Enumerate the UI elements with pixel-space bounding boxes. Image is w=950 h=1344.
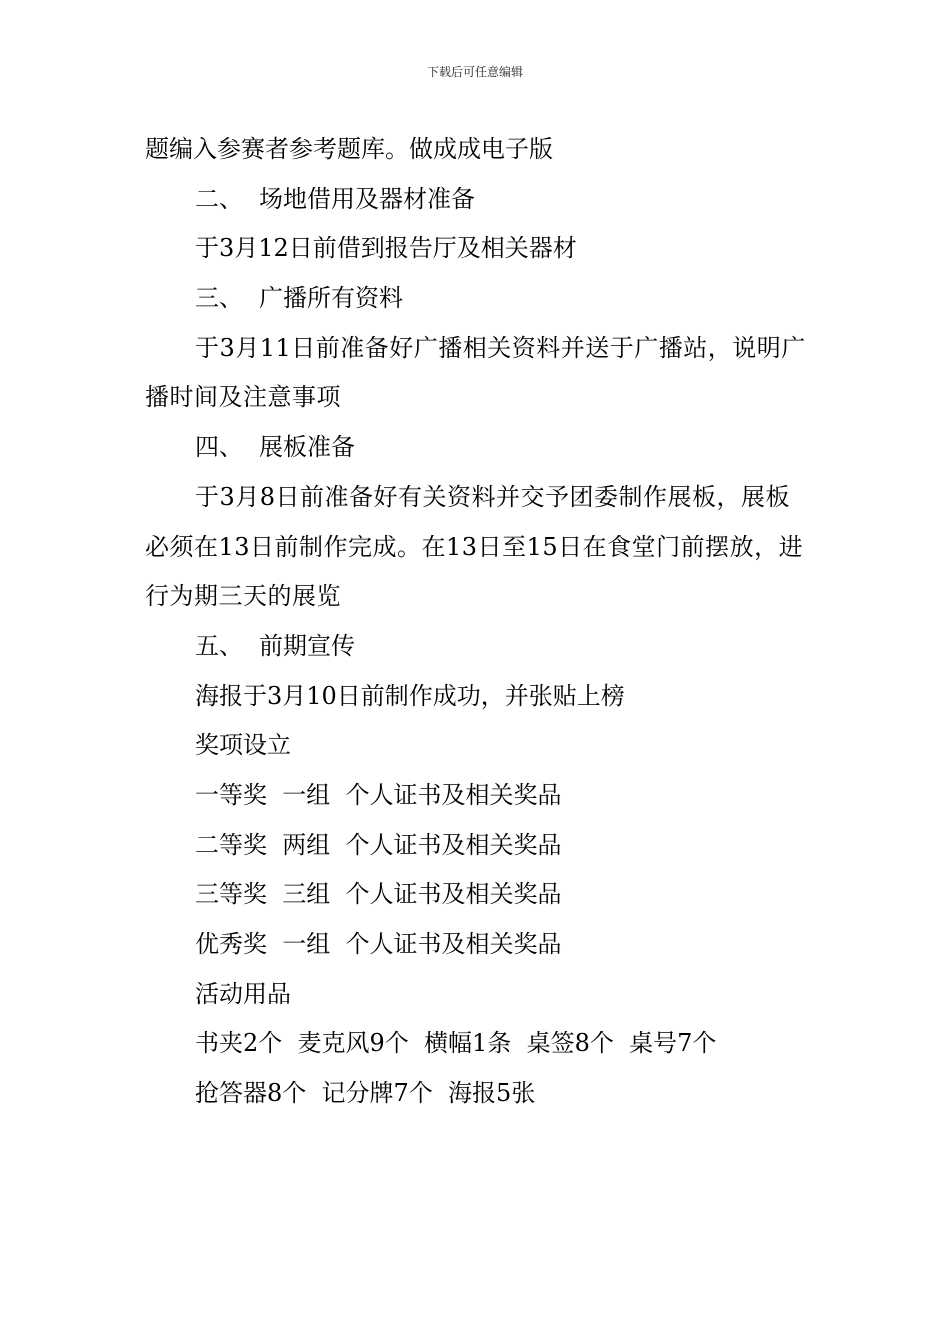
award-item: 二等奖 两组 个人证书及相关奖品 xyxy=(195,830,562,859)
section-heading-5 xyxy=(145,622,807,672)
paragraph-continuation: 题编入参赛者参考题库。做成成电子版 xyxy=(145,135,553,163)
section-number: 三、 xyxy=(195,284,243,313)
supplies-item: 抢答器8个 记分牌7个 海报5张 xyxy=(195,1079,536,1108)
section-title: 场地借用及器材准备 xyxy=(259,184,475,213)
section-text: 于3月8日前准备好有关资料并交予团委制作展板，展板必须在13日前制作完成。在13日至15日在食堂门前摆放，进行为期三天的展览 xyxy=(145,482,804,611)
document-body xyxy=(145,125,807,1119)
section-heading-4 xyxy=(145,423,807,473)
award-item: 三等奖 三组 个人证书及相关奖品 xyxy=(195,880,562,909)
section-text: 于3月11日前准备好广播相关资料并送于广播站，说明广播时间及注意事项 xyxy=(145,333,806,412)
section-number: 五、 xyxy=(195,631,243,660)
section-text: 于3月12日前借到报告厅及相关器材 xyxy=(195,234,577,263)
supplies-title: 活动用品 xyxy=(195,979,291,1008)
awards-title: 奖项设立 xyxy=(195,731,291,760)
award-item: 优秀奖 一组 个人证书及相关奖品 xyxy=(195,930,562,959)
page-header-note: 下载后可任意编辑 xyxy=(426,65,523,79)
section-title: 展板准备 xyxy=(259,433,355,462)
supplies-item: 书夹2个 麦克风9个 横幅1条 桌签8个 桌号7个 xyxy=(195,1029,717,1058)
section-text: 海报于3月10日前制作成功，并张贴上榜 xyxy=(195,681,625,710)
section-title: 广播所有资料 xyxy=(259,284,403,313)
section-number: 四、 xyxy=(195,433,243,462)
section-title: 前期宣传 xyxy=(259,631,355,660)
award-item: 一等奖 一组 个人证书及相关奖品 xyxy=(195,781,562,810)
section-heading-2 xyxy=(145,175,807,225)
section-heading-3 xyxy=(145,274,807,324)
section-number: 二、 xyxy=(195,184,243,213)
